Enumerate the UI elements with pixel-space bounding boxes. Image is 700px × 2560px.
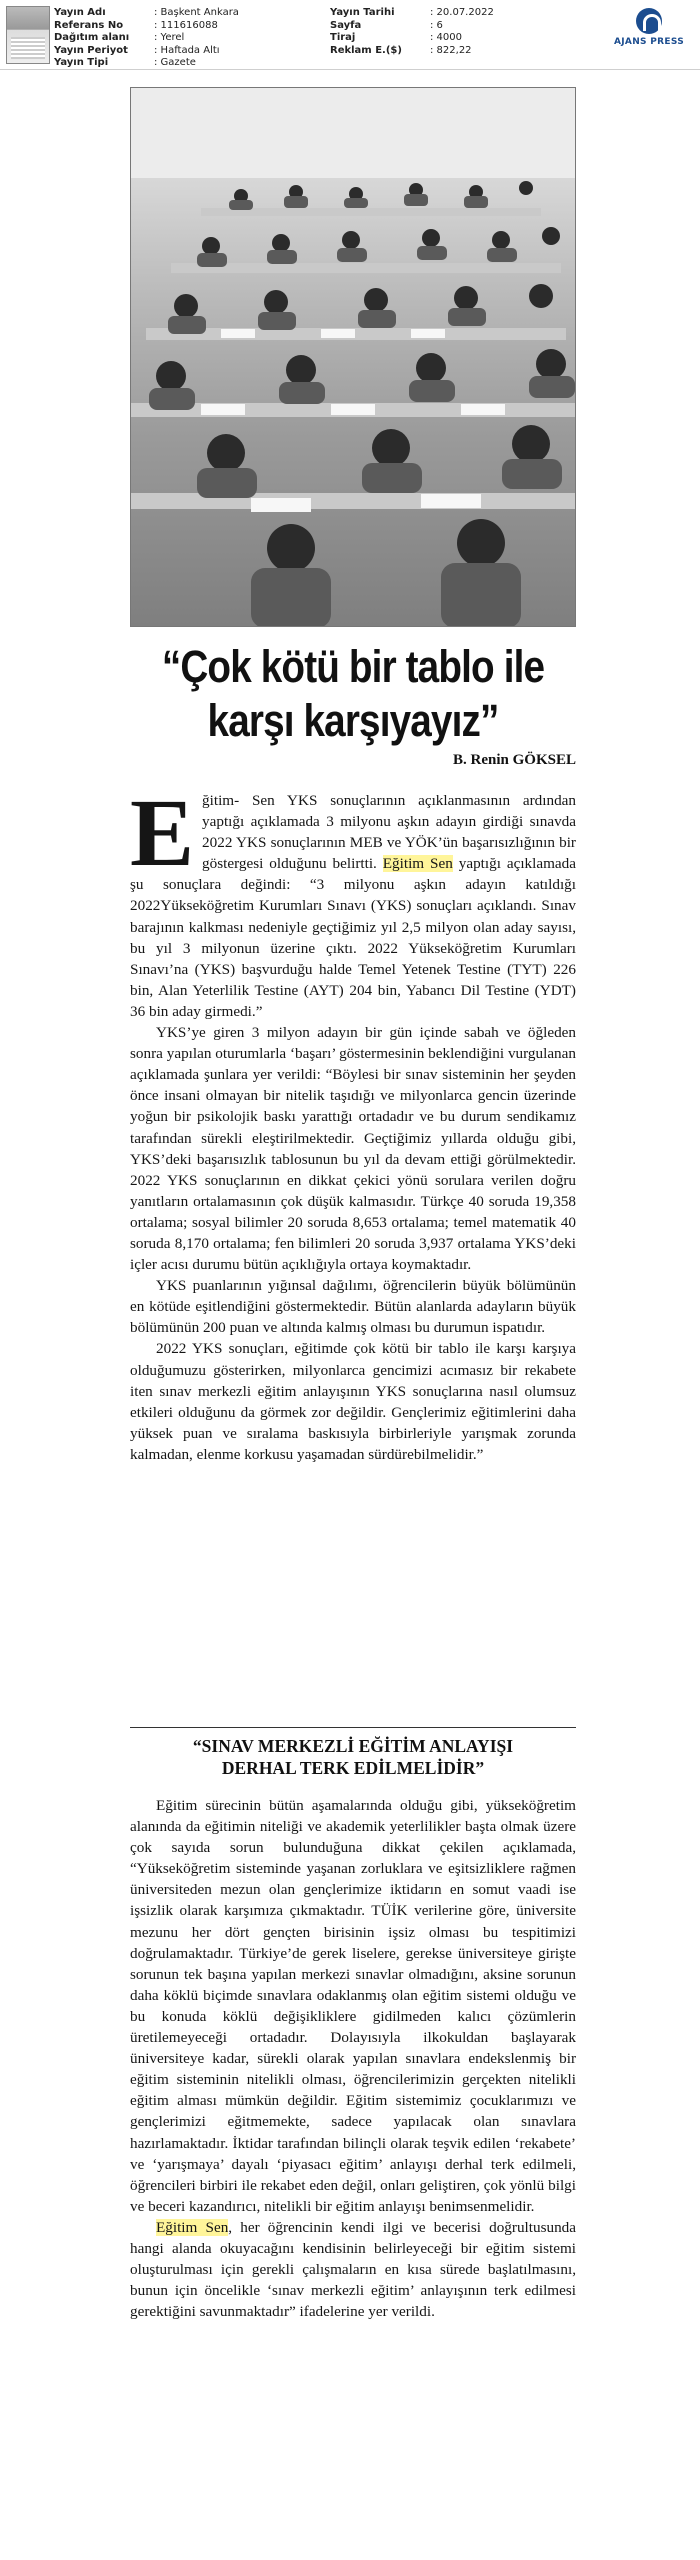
meta-row: Yayın Adı : Başkent Ankara: [54, 7, 239, 18]
highlighted-term: Eğitim Sen: [156, 2218, 229, 2236]
meta-row: Yayın Tarihi : 20.07.2022: [330, 7, 494, 18]
page-thumbnail[interactable]: [6, 6, 50, 64]
meta-row: Referans No : 111616088: [54, 19, 218, 31]
meta-right-column: [330, 7, 494, 57]
meta-row: Yayın Tipi : Gazete: [54, 57, 196, 69]
paragraph: Eğitim- Sen YKS sonuçlarının açıklanmasının ardından yaptığı açıklamada 3 milyonu aşkın adayın girdiği sınavda 2022 YKS sonuçlarının MEB ve YÖK’ün başarısızlığının bir göstergesi olduğunu belirtti. Eğitim Sen yaptığı açıklamada şu sonuçlara değindi: “3 milyonu aşkın adayın katıldığı 2022Yükseköğretim Kurumları Sınavı (YKS) sonuçları açıklandı. Sınav barajının kalkması nedeniyle geçtiğimiz yıl 2,5 milyon olan aday sayısı, bu yıl 3 milyonun üzerine çıktı. 2022 Yükseköğretim Kurumları Sınavı’na (YKS) başvurduğu halde Temel Yetenek Testine (TYT) 226 bin, Alan Yeterlilik Testine (AYT) 204 bin, Yabancı Dil Testine (YDT) 36 bin aday girmedi.”: [130, 779, 576, 1020]
paragraph: 2022 YKS sonuçları, eğitimde çok kötü bir tablo ile karşı karşıya olduğumuzu gösterirken, milyonlarca gencimizi acımasız bir rekabete iten sınav merkezli eğitim anlayışının YKS sonuçlarına nasıl olumsuz etkileri olduğunu da görmek zor değildir. Gençlerimiz eğitimlerini daha yüksek puan ve sıralama baskısıyla birbirleriyle yarışmak zorunda kalmadan, elenme korkusu yaşamadan sürdürebilmelidir.”: [130, 1340, 576, 1463]
drop-cap: E: [130, 779, 195, 886]
meta-row: Sayfa : 6: [330, 19, 443, 31]
clipping-header: [0, 0, 700, 70]
article-body-part-1: [130, 779, 576, 1465]
meta-row: Dağıtım alanı : Yerel: [54, 32, 185, 44]
paragraph: YKS’ye giren 3 milyon adayın bir gün içinde sabah ve öğleden sonra yapılan oturumlarla ‘başarı’ göstermesinin beklendiğini vurgulanan açıklamada şunlara yer verildi: “Böylesi bir sınav sisteminin her şeyden önce insani olmayan bir nitelik taşıdığı ve milyonlarca gencin üzerinde yoğun bir psikolojik baskı yarattığı ortadadır ve bu durum sendikamız tarafından sürekli eleştirilmektedir. Geçtiğimiz yıllarda olduğu gibi, YKS’deki başarısızlık tablosunun bu yıl da devam ettiği görülmektedir. 2022 YKS sonuçlarının en dikkat çekici yönü sorulara verilen doğru yanıtların ortalamasının çok düşük kalmasıdır. Türkçe 40 soruda 19,358 ortalama; sosyal bilimler 20 soruda 8,653 ortalama; temel matematik 40 soruda 8,170 ortalama; fen bilimleri 20 soruda 3,937 ortalama YKS’deki içler acısı durumu bütün açıklığıyla ortaya koymaktadır.: [130, 1024, 576, 1274]
article-byline: B. Renin GÖKSEL: [453, 752, 576, 768]
paragraph: YKS puanlarının yığınsal dağılımı, öğrencilerin büyük bölümünün en kötüde eşitlendiğini göstermektedir. Bütün alanlarda adayların büyük bölümünün 200 puan ve altında kalmış olması bu durumun ispatıdır.: [130, 1277, 576, 1337]
meta-row: Tiraj : 4000: [330, 32, 462, 44]
highlighted-term: Eğitim Sen: [382, 855, 453, 873]
logo-icon: [636, 8, 662, 34]
paragraph: Eğitim sürecinin bütün aşamalarında olduğu gibi, yükseköğretim alanında da eğitimin niteliği ve akademik yeterlilikler başta olmak üzere çok sayıda sorun bulunduğuna dikkat çekilen açıklamada, “Yükseköğretim sisteminde yaşanan zorluklara ve eşitsizliklere rağmen üniversiteden mezun olan gençlerimize iktidarın en somut vaadi ise işsizlik olarak karşımıza çıkmaktadır. TÜİK verilerine göre, üniversite mezunu her dört gençten birisinin işsiz olması bu tespitimizi doğrulamaktadır. Türkiye’de gerek liselere, gerekse üniversiteye girişte sorunun tek başına yapılan merkezi sınavlar olmadığını, aksine sorunun daha köklü biçimde sınavlara odaklanmış olan eğitim sistemi olduğu ve bu konuda köklü değişikliklere gidilmeden kalıcı çözümlerin üretilemeyeceği ortadadır. Dolayısıyla ilkokuldan başlayarak üniversiteye kadar, sürekli olarak yapılan sınavlara endekslenmiş bir eğitim sisteminin nitelikli olması, öğrencilerimizin gerçekten nitelikli eğitim alması mümkün değildir. Eğitim sistemimiz çocuklarımızı ve gençlerimizi eğitmemekte, sadece yapılacak olan sınavlara hazırlamaktadır. İktidar tarafından bilinçli olarak teşvik edilen ‘rekabete’ ve ‘yarışmaya’ dayalı ‘piyasacı eğitim’ anlayışı derhal terk edilmeli, öğrencileri birbiri ile rekabet eden değil, onları geliştiren, çok yönlü bilgi ve beceri kazandırıcı, nitelikli bir eğitim anlayışı benimsenmelidir.: [130, 1797, 576, 2215]
headline-line: “Çok kötü bir tablo ile: [161, 641, 545, 692]
meta-row: Reklam E.($) : 822,22: [330, 44, 472, 56]
paragraph: Eğitim Sen, her öğrencinin kendi ilgi ve becerisi doğrultusunda hangi alanda okuyacağını kendisinin belirleyeceği bir eğitim sistemi oluşturulması için gerekli çalışmaların en kısa sürede başlatılmasını, bunun için öncelikle ‘sınav merkezli eğitim’ anlayışının terk edilmesi gerektiğini savunmaktadır” ifadelerine yer verildi.: [130, 2218, 577, 2321]
subheading-line: DERHAL TERK EDİLMELİDİR”: [221, 1758, 485, 1778]
subheading-line: “SINAV MERKEZLİ EĞİTİM ANLAYIŞI: [192, 1736, 514, 1756]
meta-row: Yayın Periyot : Haftada Altı: [54, 44, 220, 56]
exam-hall-illustration: [131, 88, 576, 627]
ajans-press-logo: AJANS PRESS: [604, 8, 694, 47]
article-body-part-2: [130, 1795, 576, 2322]
article-headline: [161, 640, 545, 748]
exam-hall-photo: [130, 87, 576, 627]
meta-left-column: [54, 7, 239, 70]
headline-line: karşı karşıyayız”: [207, 695, 499, 746]
section-subheading: [130, 1735, 576, 1779]
